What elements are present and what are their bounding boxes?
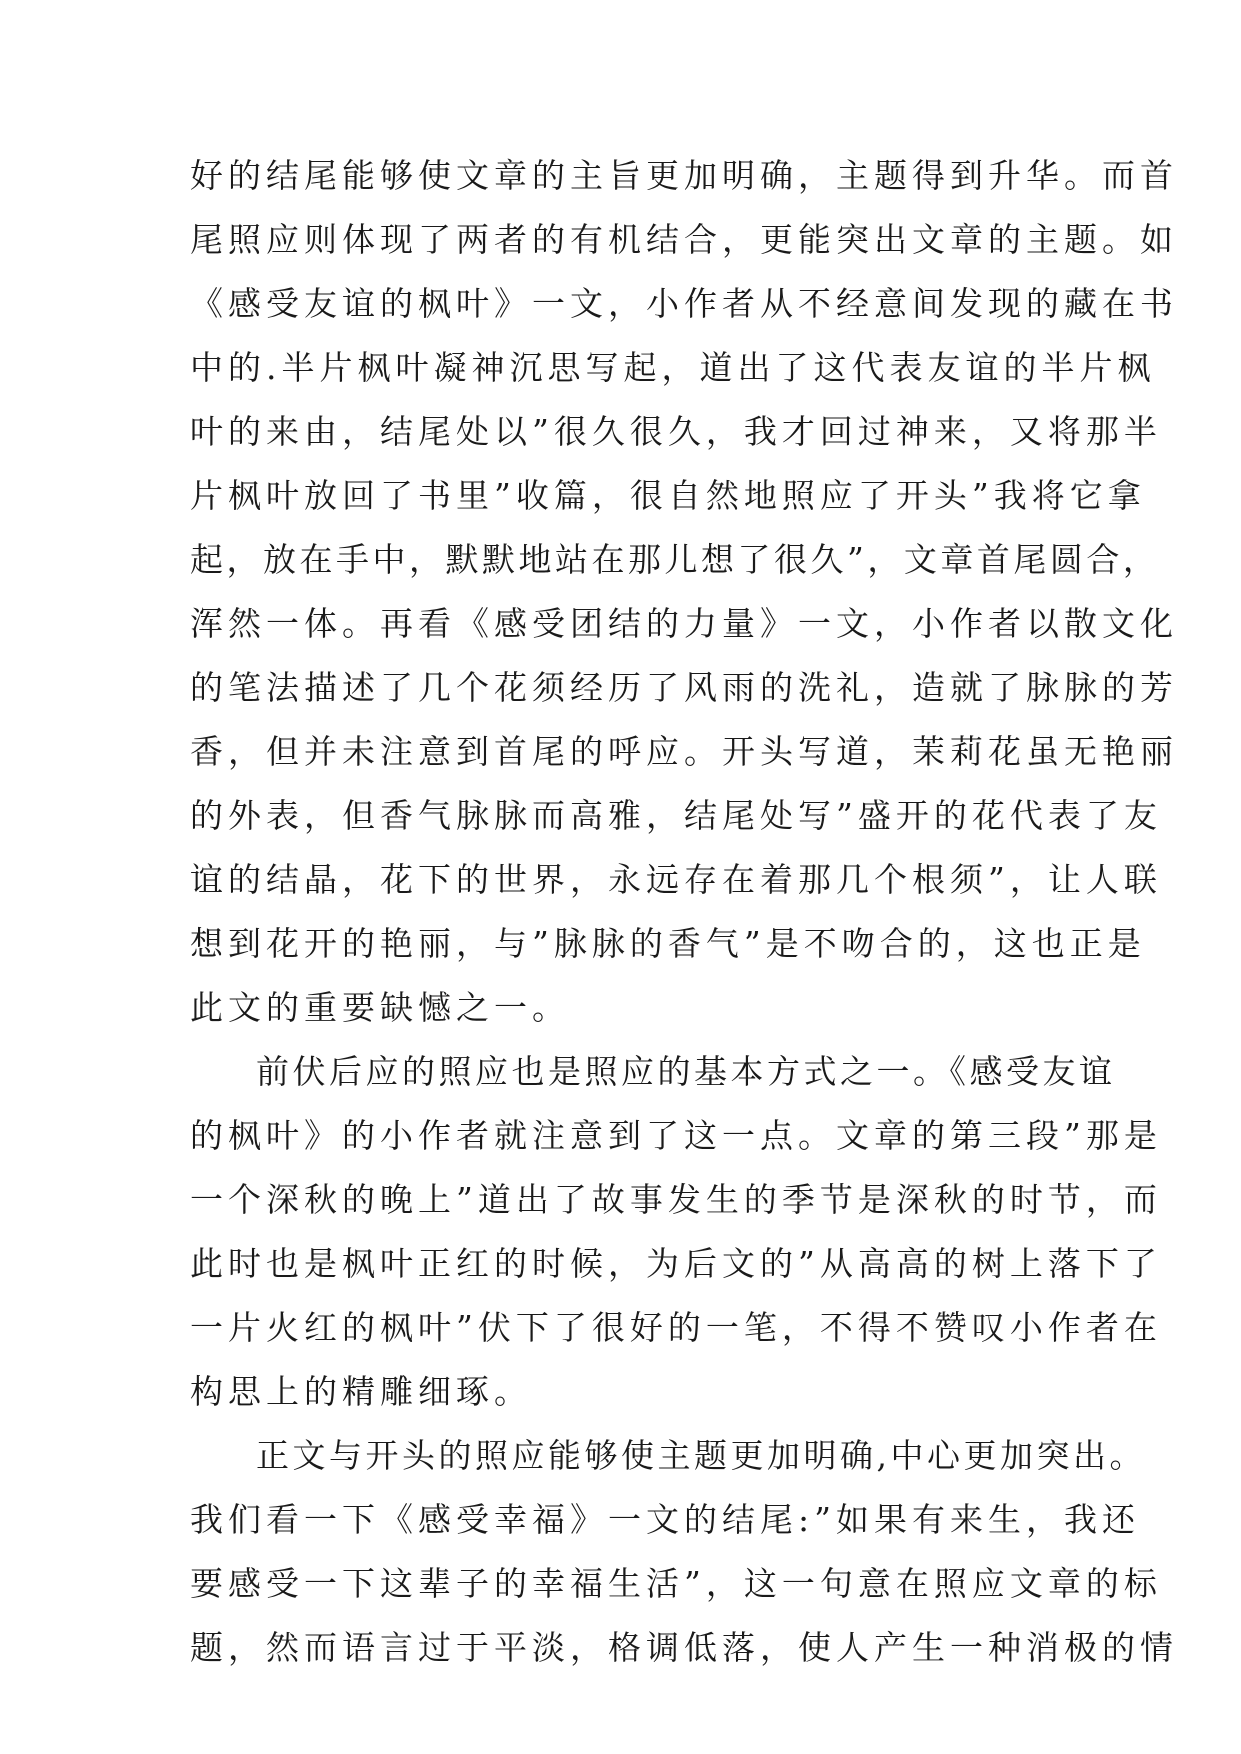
body-text	[190, 144, 1178, 1680]
text-line: 想到花开的艳丽，与”脉脉的香气”是不吻合的，这也正是	[190, 924, 1146, 963]
text-line: 此时也是枫叶正红的时候，为后文的”从高高的树上落下了	[190, 1244, 1162, 1283]
text-line: 尾照应则体现了两者的有机结合，更能突出文章的主题。如	[190, 220, 1178, 259]
text-line: 谊的结晶，花下的世界，永远存在着那几个根须”，让人联	[190, 860, 1162, 899]
text-line: 叶的来由，结尾处以”很久很久，我才回过神来，又将那半	[190, 412, 1162, 451]
text-line: 起，放在手中，默默地站在那儿想了很久”，文章首尾圆合，	[190, 540, 1160, 579]
text-line: 浑然一体。再看《感受团结的力量》一文，小作者以散文化	[190, 604, 1178, 643]
text-line: 中的.半片枫叶凝神沉思写起，道出了这代表友谊的半片枫	[190, 348, 1156, 387]
text-line: 前伏后应的照应也是照应的基本方式之一。《感受友谊	[256, 1052, 1116, 1091]
paragraph-2	[190, 1040, 1162, 1424]
text-line: 此文的重要缺憾之一。	[190, 988, 570, 1027]
text-line: 正文与开头的照应能够使主题更加明确,中心更加突出。	[256, 1436, 1146, 1475]
text-line: 题，然而语言过于平淡，格调低落，使人产生一种消极的情	[190, 1628, 1178, 1667]
text-line: 一片火红的枫叶”伏下了很好的一笔，不得不赞叹小作者在	[190, 1308, 1162, 1347]
text-line: 的枫叶》的小作者就注意到了这一点。文章的第三段”那是	[190, 1116, 1162, 1155]
text-line: 香，但并未注意到首尾的呼应。开头写道，茉莉花虽无艳丽	[190, 732, 1178, 771]
text-line: 一个深秋的晚上”道出了故事发生的季节是深秋的时节，而	[190, 1180, 1162, 1219]
text-line: 构思上的精雕细琢。	[190, 1372, 532, 1411]
paragraph-3	[190, 1424, 1178, 1680]
text-line: 要感受一下这辈子的幸福生活”，这一句意在照应文章的标	[190, 1564, 1162, 1603]
text-line: 我们看一下《感受幸福》一文的结尾:”如果有来生，我还	[190, 1500, 1140, 1539]
text-line: 好的结尾能够使文章的主旨更加明确，主题得到升华。而首	[190, 156, 1178, 195]
text-line: 的笔法描述了几个花须经历了风雨的洗礼，造就了脉脉的芳	[190, 668, 1178, 707]
text-line: 《感受友谊的枫叶》一文，小作者从不经意间发现的藏在书	[190, 284, 1178, 323]
paragraph-1	[190, 144, 1178, 1040]
text-line: 片枫叶放回了书里”收篇，很自然地照应了开头”我将它拿	[190, 476, 1146, 515]
text-line: 的外表，但香气脉脉而高雅，结尾处写”盛开的花代表了友	[190, 796, 1162, 835]
